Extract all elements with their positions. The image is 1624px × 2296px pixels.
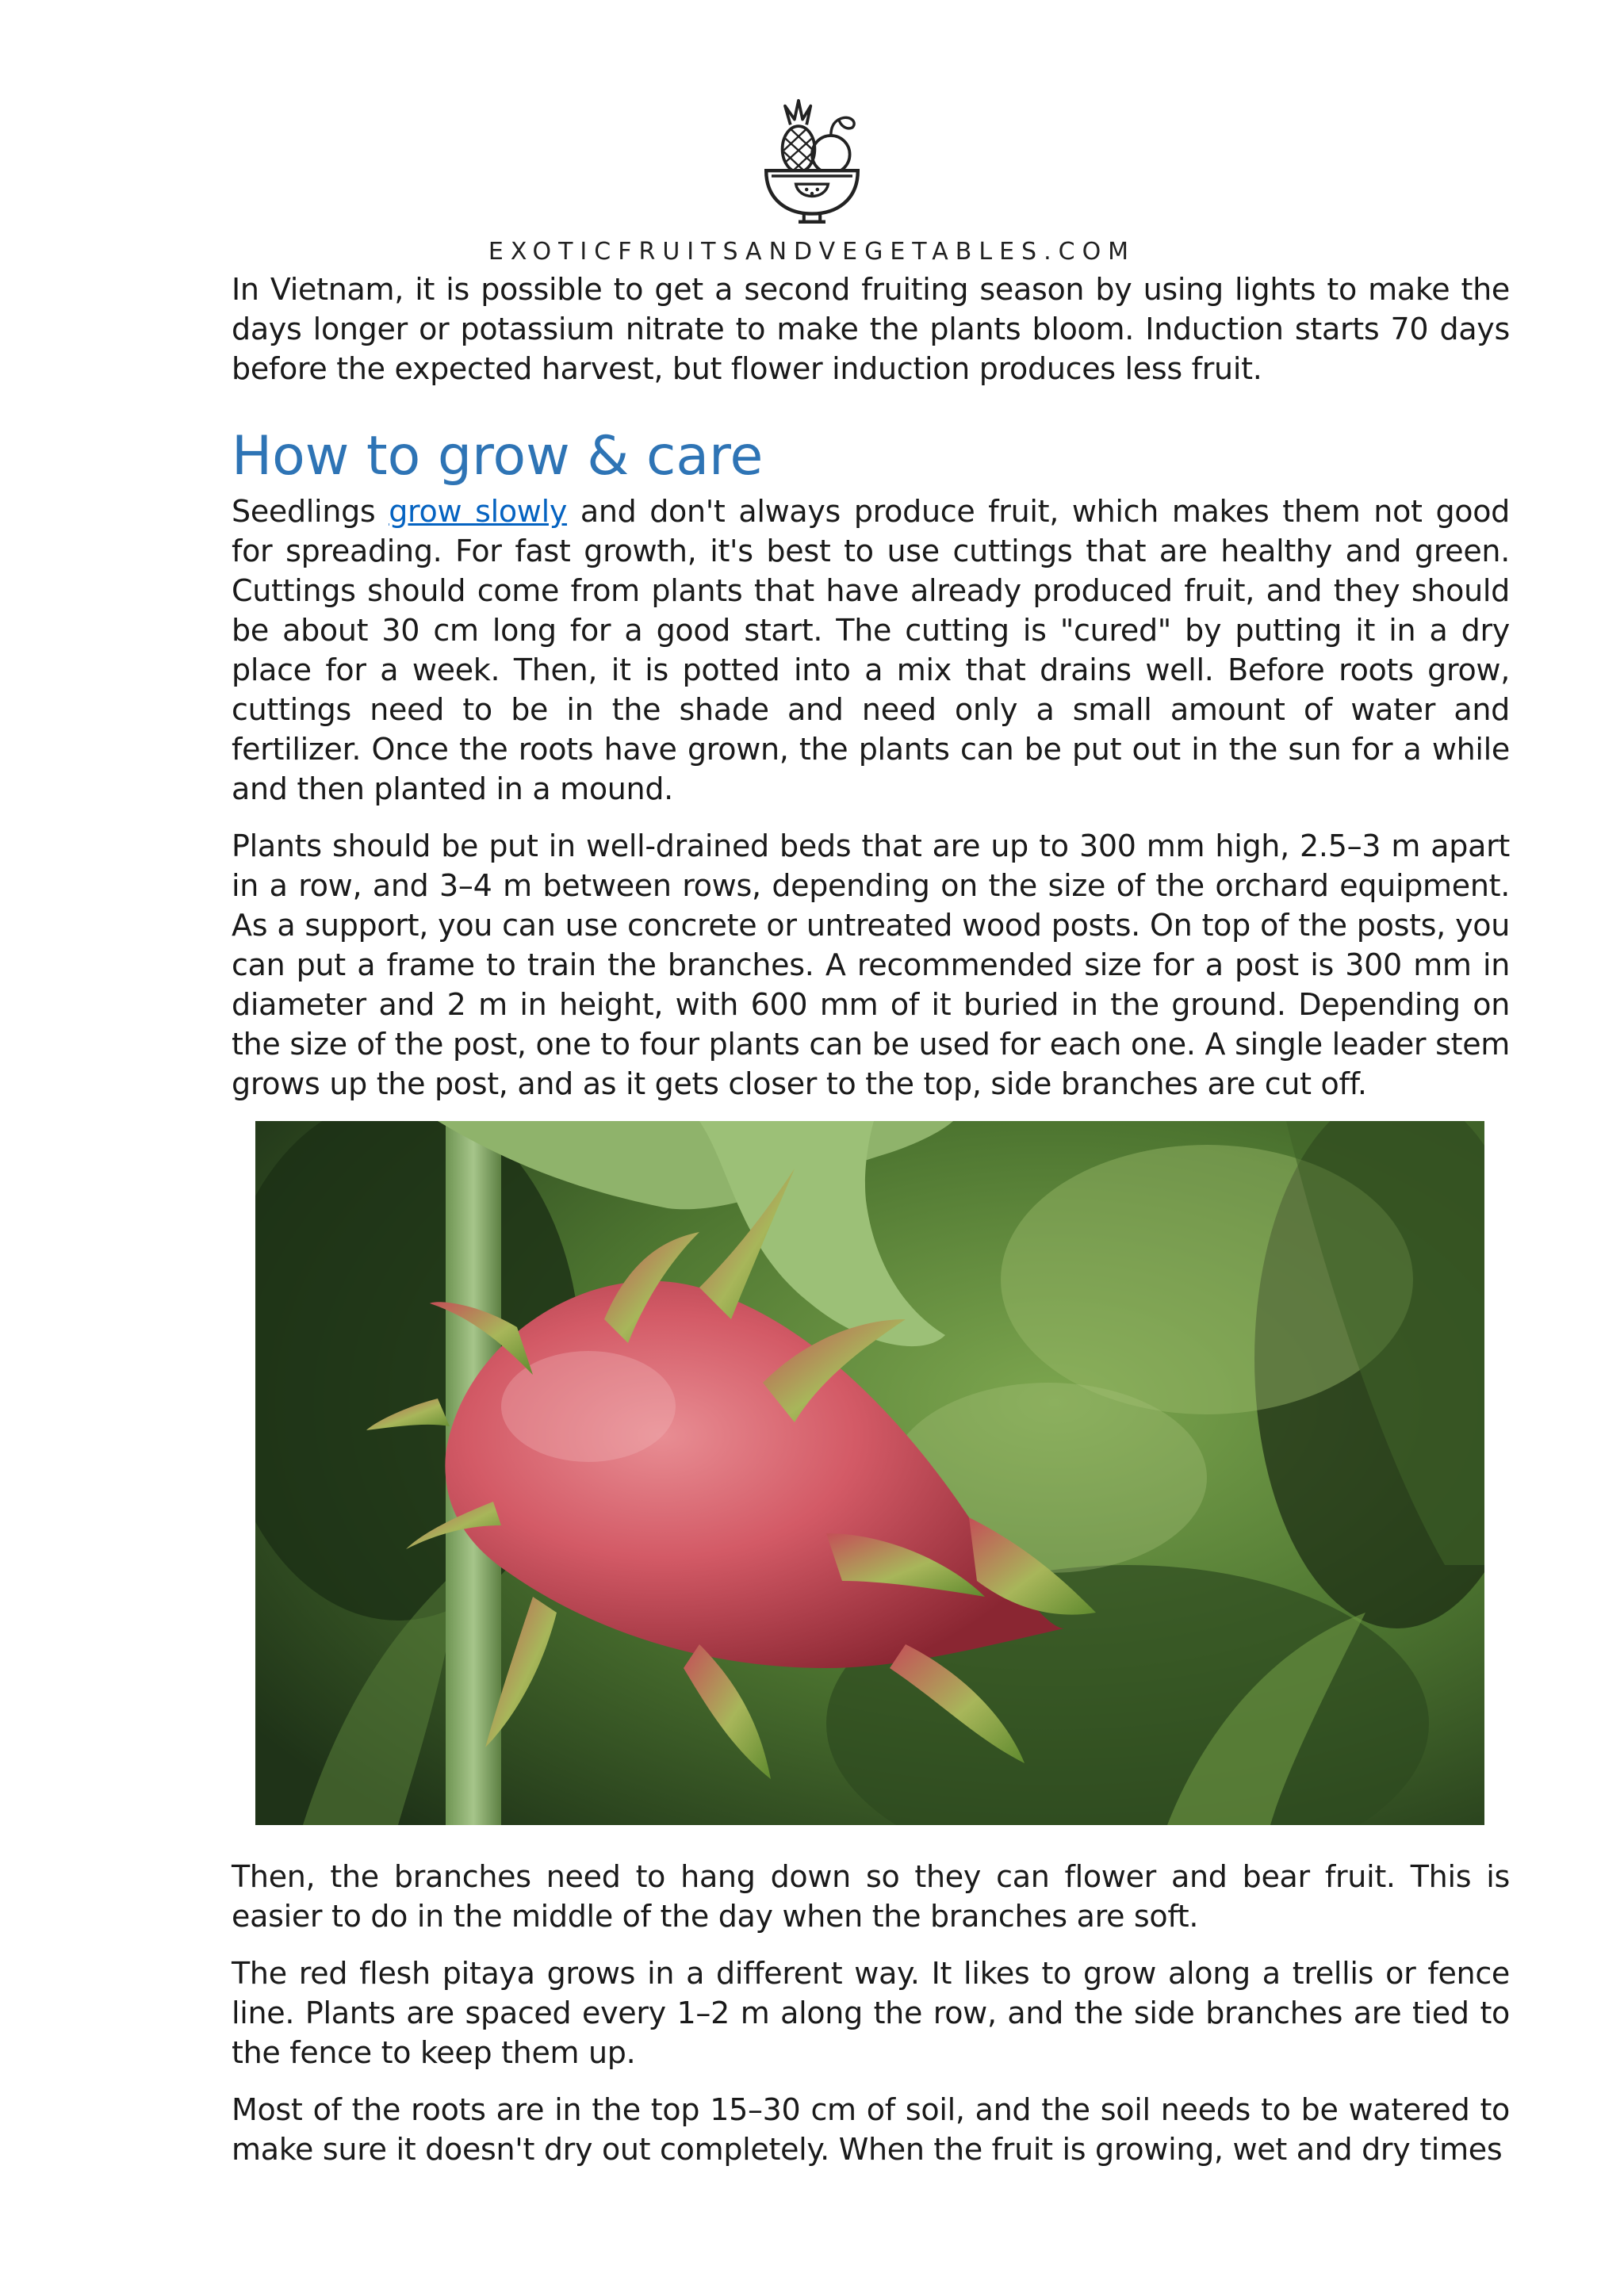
paragraph-roots: Most of the roots are in the top 15–30 cm of soil, and the soil needs to be watered to make sure it doesn't dry out completely. When the fruit is growing, wet and dry times (232, 2092, 1510, 2167)
site-name[interactable]: EXOTICFRUITSANDVEGETABLES.COM (488, 238, 1136, 266)
paragraph-text: Seedlings (232, 494, 389, 529)
paragraph-propagation (232, 492, 1510, 809)
paragraph-red-flesh: The red flesh pitaya grows in a different way. It likes to grow along a trellis or fence line. Plants are spaced every 1–2 m along the row, and the side branches are tied to the fence to keep them up. (232, 1956, 1510, 2070)
fruit-bowl-icon (745, 95, 879, 230)
article-body (232, 270, 1510, 2187)
dragon-fruit-image (255, 1121, 1484, 1825)
grow-slowly-link[interactable]: grow slowly (389, 494, 568, 529)
site-header (0, 95, 1624, 266)
dragon-fruit-photo (255, 1121, 1484, 1825)
section-heading: How to grow & care (232, 425, 764, 488)
paragraph-text: and don't always produce fruit, which makes them not good for spreading. For fast growth, it's best to use cuttings that are healthy and green. Cuttings should come from plants that have already produced fruit, and they should be about 30 cm long for a good start. The cutting is "cured" by putting it in a dry place for a week. Then, it is potted into a mix that drains well. Before roots grow, cuttings need to be in the shade and need only a small amount of water and fertilizer. Once the roots have grown, the plants can be put out in the sun for a while and then planted in a mound. (232, 494, 1510, 806)
paragraph-branches: Then, the branches need to hang down so they can flower and bear fruit. This is easier to do in the middle of the day when the branches are soft. (232, 1859, 1510, 1934)
paragraph-planting: Plants should be put in well-drained beds that are up to 300 mm high, 2.5–3 m apart in a row, and 3–4 m between rows, depending on the size of the orchard equipment. As a support, you can use concrete or untreated wood posts. On top of the posts, you can put a frame to train the branches. A recommended size for a post is 300 mm in diameter and 2 m in height, with 600 mm of it buried in the ground. Depending on the size of the post, one to four plants can be used for each one. A single leader stem grows up the post, and as it gets closer to the top, side branches are cut off. (232, 828, 1510, 1101)
intro-paragraph: In Vietnam, it is possible to get a second fruiting season by using lights to make the days longer or potassium nitrate to make the plants bloom. Induction starts 70 days before the expected harvest, but flower induction produces less fruit. (232, 272, 1510, 386)
